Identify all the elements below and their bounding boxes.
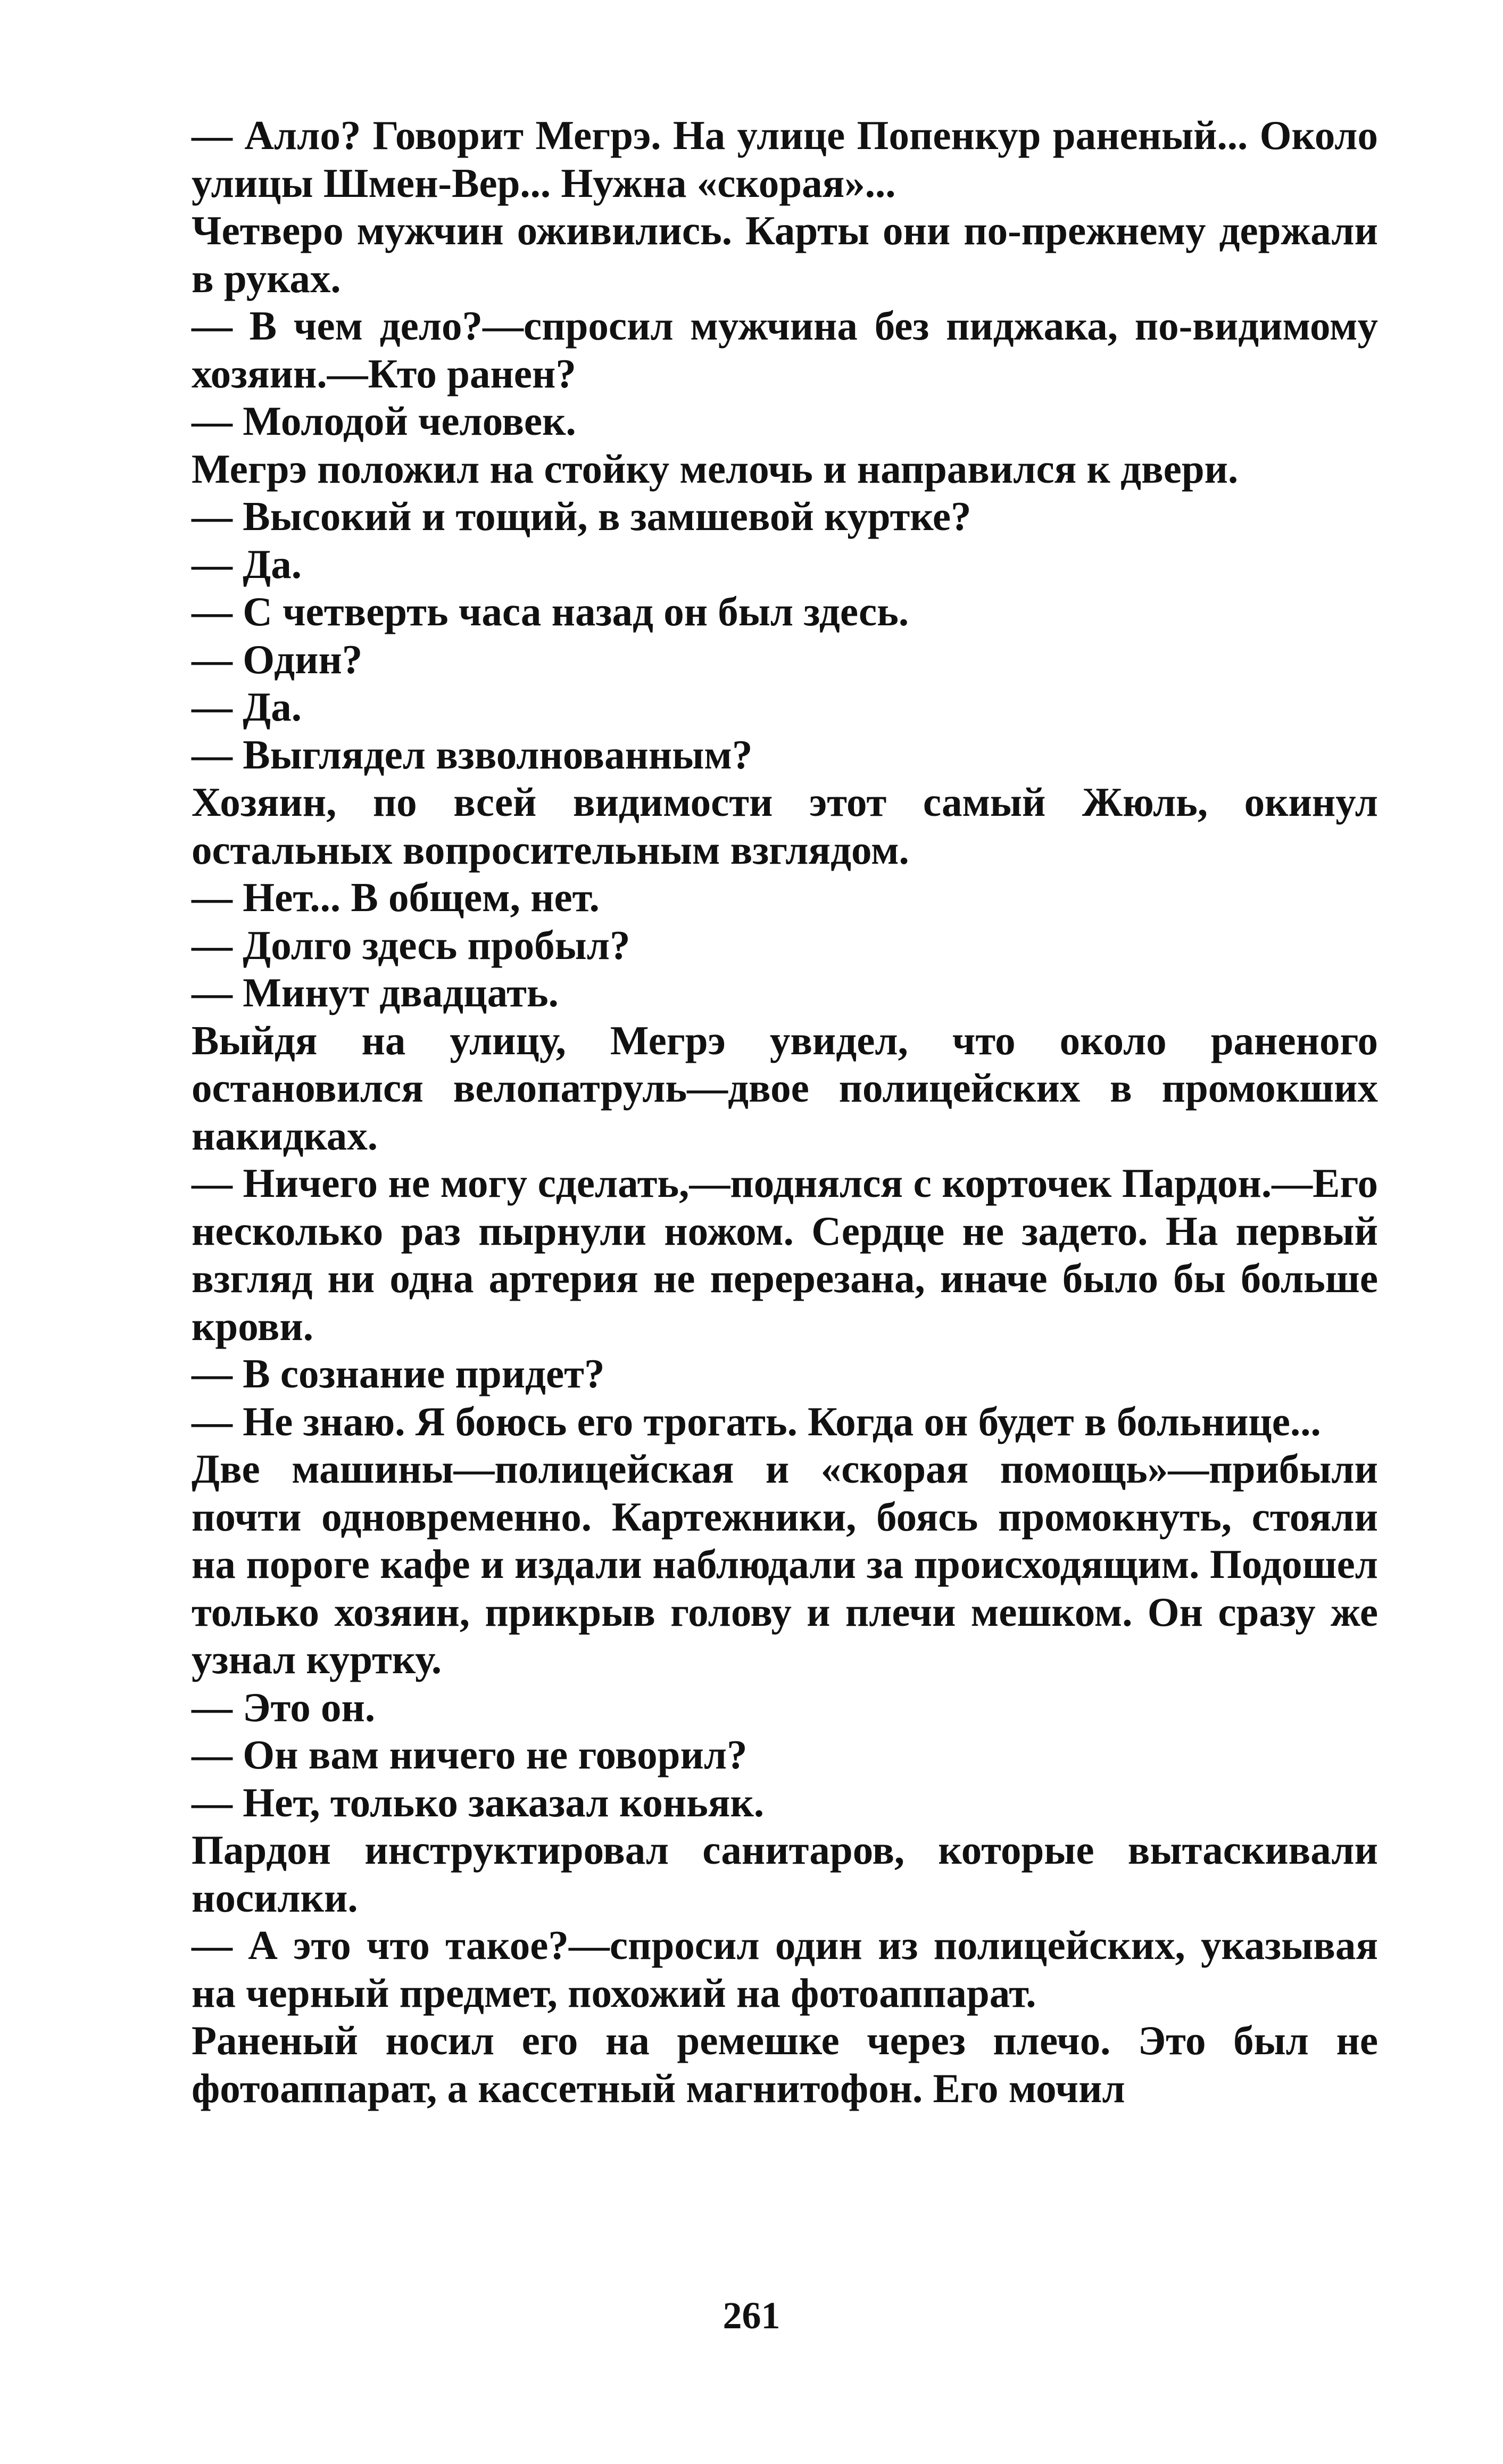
paragraph: Выйдя на улицу, Мегрэ увидел, что около раненого остановился велопатруль—двое полицейских в промокших накидках. (192, 1017, 1378, 1159)
paragraph: Раненый носил его на ремешке через плечо. Это был не фотоаппарат, а кассетный магнитофон. Его мочил (192, 2017, 1378, 2111)
paragraph: — Выглядел взволнованным? (192, 731, 753, 778)
paragraph: — Не знаю. Я боюсь его трогать. Когда он будет в больнице... (192, 1398, 1321, 1444)
paragraph: — Молодой человек. (192, 398, 576, 444)
paragraph: Две машины—полицейская и «скорая помощь»—прибыли почти одновременно. Картежники, боясь промокнуть, стояли на пороге кафе и издали наблюдали за происходящим. Подошел только хозяин, прикрыв голову и плечи мешком. Он сразу же узнал куртку. (192, 1446, 1378, 1682)
page-body (192, 112, 1378, 2112)
paragraph: — Алло? Говорит Мегрэ. На улице Попенкур раненый... Около улицы Шмен-Вер... Нужна «скорая»... (192, 112, 1378, 206)
paragraph: — В чем дело?—спросил мужчина без пиджака, по-видимому хозяин.—Кто ранен? (192, 303, 1378, 396)
paragraph: — Нет, только заказал коньяк. (192, 1779, 765, 1825)
paragraph: — Ничего не могу сделать,—поднялся с корточек Пардон.—Его несколько раз пырнули ножом. Сердце не задето. На первый взгляд ни одна артерия не перерезана, иначе было бы больше крови. (192, 1160, 1378, 1349)
paragraph: Хозяин, по всей видимости этот самый Жюль, окинул остальных вопросительным взглядом. (192, 779, 1378, 873)
paragraph: — С четверть часа назад он был здесь. (192, 589, 909, 634)
paragraph: Четверо мужчин оживились. Карты они по-прежнему держали в руках. (192, 208, 1378, 301)
paragraph: — Долго здесь пробыл? (192, 922, 630, 968)
paragraph: — Да. (192, 684, 302, 730)
paragraph: — Нет... В общем, нет. (192, 874, 600, 920)
paragraph: Пардон инструктировал санитаров, которые вытаскивали носилки. (192, 1827, 1378, 1921)
paragraph: Мегрэ положил на стойку мелочь и направился к двери. (192, 445, 1239, 492)
paragraph: — А это что такое?—спросил один из полицейских, указывая на черный предмет, похожий на фотоаппарат. (192, 1922, 1378, 2016)
paragraph: — В сознание придет? (192, 1351, 605, 1396)
paragraph: — Да. (192, 541, 302, 587)
text-block (192, 112, 1378, 2112)
paragraph: — Он вам ничего не говорил? (192, 1732, 748, 1777)
paragraph: — Минут двадцать. (192, 970, 559, 1015)
page-number: 261 (723, 2294, 780, 2337)
paragraph: — Высокий и тощий, в замшевой куртке? (192, 493, 971, 539)
paragraph: — Это он. (192, 1684, 376, 1730)
paragraph: — Один? (192, 636, 363, 682)
